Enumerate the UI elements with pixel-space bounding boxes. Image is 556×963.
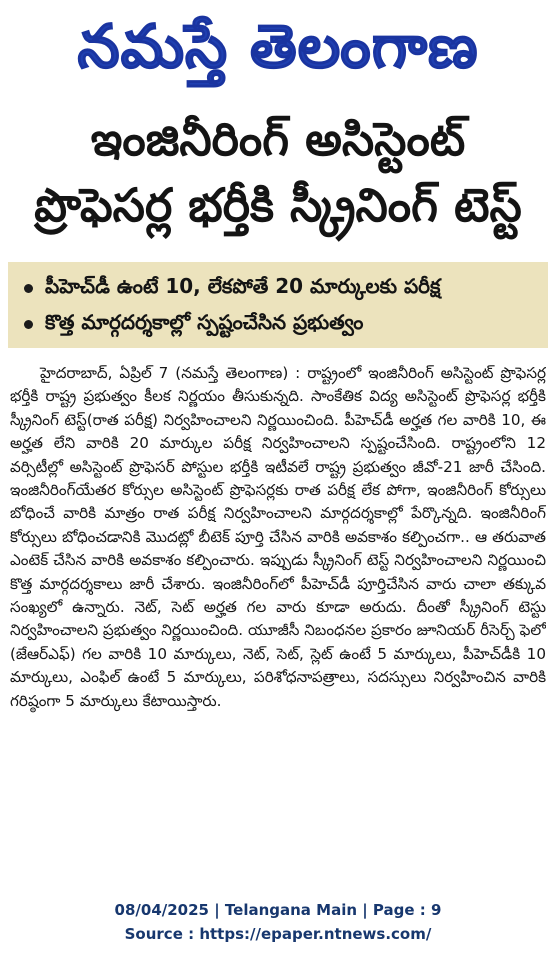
headline <box>10 106 546 238</box>
footer-edition-line: 08/04/2025 | Telangana Main | Page : 9 <box>114 901 442 919</box>
newspaper-title: నమస్తే తెలంగాణ <box>77 12 479 82</box>
footer-source-line: Source : https://epaper.ntnews.com/ <box>124 925 432 943</box>
headline-line-2: ప్రొఫెసర్ల భర్తీకి స్క్రీనింగ్ టెస్ట్ <box>34 178 522 232</box>
subdeck-box <box>8 262 548 348</box>
subdeck-bullet-2 <box>24 306 538 342</box>
bullet-dot-icon <box>24 284 33 293</box>
masthead <box>0 6 556 92</box>
bullet-dot-icon <box>24 320 33 329</box>
subdeck-bullet-text-1: పీహెచ్‌డీ ఉంటే 10, లేకపోతే 20 మార్కులకు పరీక్ష <box>45 273 441 298</box>
subdeck-bullet-1 <box>24 270 538 306</box>
footer <box>0 898 556 946</box>
article-body: హైదరాబాద్, ఏప్రిల్ 7 (నమస్తే తెలంగాణ) : రాష్ట్రంలో ఇంజినీరింగ్ అసిస్టెంట్ ప్రొఫెసర్ల భర్తీకి రాష్ట్ర ప్రభుత్వం కీలక నిర్ణయం తీసుకున్నది. సాంకేతిక విద్య అసిస్టెంట్ ప్రొఫెసర్ల భర్తీకి స్క్రీనింగ్ టెస్ట్(రాత పరీక్ష) నిర్వహించాలని నిర్ణయించింది. పీహెచ్‌డీ అర్హత గల వారికి 10, ఈ అర్హత లేని వారికి 20 మార్కుల పరీక్ష నిర్వహించాలని స్పష్టంచేసింది. రాష్ట్రంలోని 12 వర్సిటీల్లో అసిస్టెంట్ ప్రొఫెసర్ పోస్టుల భర్తీకి ఇటీవలే రాష్ట్ర ప్రభుత్వం జీవో-21 జారీ చేసింది. ఇంజినీరింగ్‌యేతర కోర్సుల అసిస్టెంట్ ప్రొఫెసర్లకు రాత పరీక్ష లేక పోగా, ఇంజినీరింగ్ కోర్సులు బోధించే వారికి మాత్రం రాత పరీక్ష నిర్వహించాలని మార్గదర్శకాల్లో పేర్కొన్నది. ఇంజినీరింగ్ కోర్సులు బోధించడానికి మొదట్లో బీటెక్ పూర్తి చేసిన వారికి అవకాశం కల్పించగా.. ఆ తరువాత ఎంటెక్ చేసిన వారికి అవకాశం కల్పించారు. ఇప్పుడు స్క్రీనింగ్ టెస్ట్ నిర్వహించాలని నిర్ణయించి కొత్త మార్గదర్శకాలు జారీ చేశారు. ఇంజినీరింగ్‌లో పీహెచ్‌డీ పూర్తిచేసిన వారు చాలా తక్కువ సంఖ్యలో ఉన్నారు. నెట్, సెట్ అర్హత గల వారు కూడా అరుదు. దీంతో స్క్రీనింగ్ టెస్టు నిర్వహించాలని ప్రభుత్వం నిర్ణయించింది. యూజీసీ నిబంధనల ప్రకారం జూనియర్ రీసెర్చ్ ఫెలో (జేఆర్‌ఎఫ్) గల వారికి 10 మార్కులు, నెట్, సెట్, స్లెట్ ఉంటే 5 మార్కులు, పీహెచ్‌డీకి 10 మార్కులు, ఎంఫిల్ ఉంటే 5 మార్కులు, పరిశోధనాపత్రాలు, సదస్సులు నిర్వహించిన వారికి గరిష్ఠంగా 5 మార్కులు కేటాయిస్తారు. <box>10 364 546 710</box>
headline-line-1: ఇంజినీరింగ్ అసిస్టెంట్ <box>90 112 466 166</box>
subdeck-bullet-text-2: కొత్త మార్గదర్శకాల్లో స్పష్టంచేసిన ప్రభుత్వం <box>45 309 364 334</box>
